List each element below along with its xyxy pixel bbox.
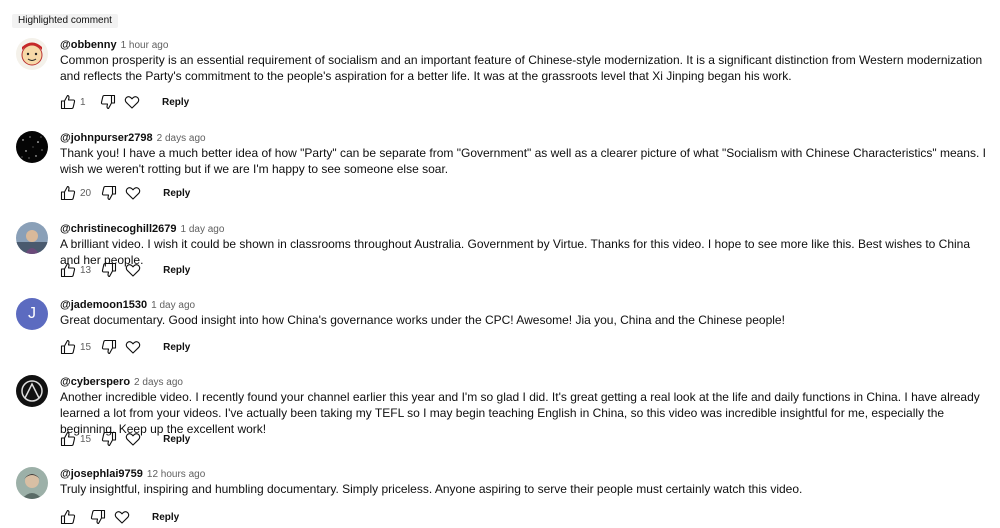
comment-header	[60, 222, 224, 237]
comment-author[interactable]: @obbenny	[60, 39, 117, 51]
heart-button[interactable]	[125, 262, 141, 278]
comment-text: Great documentary. Good insight into how China's governance works under the CPC! Awesome! Jia you, China and the Chinese people!	[60, 313, 785, 327]
comment-header	[60, 38, 168, 53]
comment-text: Common prosperity is an essential requirement of socialism and an important feature of Chinese-style modernization. It is a significant distinction from Western modernization and reflects the Party's commitment to the people's aspiration for a better life. It was at the grassroots level that Xi Jinping began his work.	[60, 53, 983, 83]
heart-icon	[125, 262, 141, 278]
like-count: 13	[80, 264, 92, 276]
thumbs-up-icon	[60, 339, 76, 355]
thumbs-up-icon	[60, 262, 76, 278]
comment-timestamp[interactable]: 12 hours ago	[146, 469, 206, 480]
dislike-button[interactable]	[101, 262, 117, 278]
comment-timestamp[interactable]: 2 days ago	[156, 133, 206, 144]
comment-timestamp[interactable]: 2 days ago	[134, 377, 183, 388]
comment-timestamp[interactable]: 1 hour ago	[120, 40, 169, 51]
like-count: 15	[80, 341, 92, 353]
avatar-cartoon-icon	[16, 38, 48, 70]
dislike-button[interactable]	[90, 509, 106, 525]
reply-button[interactable]: Reply	[152, 511, 180, 523]
avatar[interactable]	[16, 222, 48, 254]
thumbs-down-icon	[100, 94, 116, 110]
avatar-starfield-icon	[16, 131, 48, 163]
thumbs-up-icon	[60, 431, 76, 447]
comment-header	[60, 298, 195, 313]
reply-button[interactable]: Reply	[163, 433, 191, 445]
avatar[interactable]	[16, 298, 48, 330]
dislike-button[interactable]	[101, 339, 117, 355]
reply-button[interactable]: Reply	[163, 341, 191, 353]
comment-header	[60, 467, 205, 482]
comment-text: Another incredible video. I recently found your channel earlier this year and I'm so glad I did. It's great getting a real look at the life and daily functions in China. I have already learned a lot from your videos. I've actually been taking my TEFL so I may begin teaching English in China, so this video was incredible insightful for me, especially the beginning. Keep up the excellent work!	[60, 390, 980, 436]
comment-actions	[60, 94, 189, 110]
thumbs-down-icon	[90, 509, 106, 525]
highlighted-comment-badge: Highlighted comment	[12, 14, 118, 28]
comment-timestamp[interactable]: 1 day ago	[180, 224, 225, 235]
comment-author[interactable]: @johnpurser2798	[60, 132, 153, 144]
comment-actions	[60, 185, 190, 201]
heart-button[interactable]	[114, 509, 130, 525]
like-button[interactable]	[60, 94, 76, 110]
comment-actions	[60, 431, 190, 447]
reply-button[interactable]: Reply	[162, 96, 190, 108]
dislike-button[interactable]	[101, 185, 117, 201]
comment-author[interactable]: @cyberspero	[60, 376, 131, 388]
comment-actions	[60, 339, 190, 355]
thumbs-down-icon	[101, 262, 117, 278]
comment-text: A brilliant video. I wish it could be shown in classrooms throughout Australia. Government by Virtue. Thanks for this video. I hope to see more like this. Best wishes to China and her people.	[60, 237, 971, 267]
reply-button[interactable]: Reply	[163, 264, 191, 276]
thumbs-down-icon	[101, 185, 117, 201]
like-button[interactable]	[60, 262, 76, 278]
like-count: 1	[80, 96, 86, 108]
comment-actions	[60, 262, 190, 278]
comment-actions	[60, 509, 179, 525]
comment-text: Thank you! I have a much better idea of how "Party" can be separate from "Government" as well as a clearer picture of what "Socialism with Chinese Characteristics" means. I wish we weren't rotting but if we are I'm happy to see someone else soar.	[60, 146, 986, 176]
reply-button[interactable]: Reply	[163, 187, 191, 199]
thumbs-down-icon	[101, 431, 117, 447]
comment-header	[60, 375, 183, 390]
heart-icon	[125, 339, 141, 355]
like-button[interactable]	[60, 431, 76, 447]
thumbs-up-icon	[60, 509, 76, 525]
like-count: 20	[80, 187, 92, 199]
heart-button[interactable]	[125, 185, 141, 201]
avatar[interactable]	[16, 375, 48, 407]
avatar-letter: J	[28, 305, 36, 322]
like-count: 15	[80, 433, 92, 445]
like-button[interactable]	[60, 509, 76, 525]
avatar-logo-icon	[16, 375, 48, 407]
heart-icon	[125, 185, 141, 201]
dislike-button[interactable]	[101, 431, 117, 447]
avatar[interactable]	[16, 467, 48, 499]
dislike-button[interactable]	[100, 94, 116, 110]
comment-author[interactable]: @josephlai9759	[60, 468, 143, 480]
heart-button[interactable]	[125, 431, 141, 447]
avatar[interactable]	[16, 38, 48, 70]
thumbs-up-icon	[60, 94, 76, 110]
comment-author[interactable]: @jademoon1530	[60, 299, 148, 311]
like-button[interactable]	[60, 339, 76, 355]
avatar[interactable]	[16, 131, 48, 163]
comment-author[interactable]: @christinecoghill2679	[60, 223, 177, 235]
comment-timestamp[interactable]: 1 day ago	[151, 300, 196, 311]
heart-button[interactable]	[125, 339, 141, 355]
like-button[interactable]	[60, 185, 76, 201]
comment-header	[60, 131, 206, 146]
avatar-photo-icon	[16, 222, 48, 254]
avatar-photo-icon	[16, 467, 48, 499]
heart-icon	[125, 431, 141, 447]
heart-button[interactable]	[124, 94, 140, 110]
heart-icon	[114, 509, 130, 525]
comment-text: Truly insightful, inspiring and humbling documentary. Simply priceless. Anyone aspiring to serve their people must certainly watch this video.	[60, 482, 803, 496]
heart-icon	[124, 94, 140, 110]
thumbs-down-icon	[101, 339, 117, 355]
thumbs-up-icon	[60, 185, 76, 201]
